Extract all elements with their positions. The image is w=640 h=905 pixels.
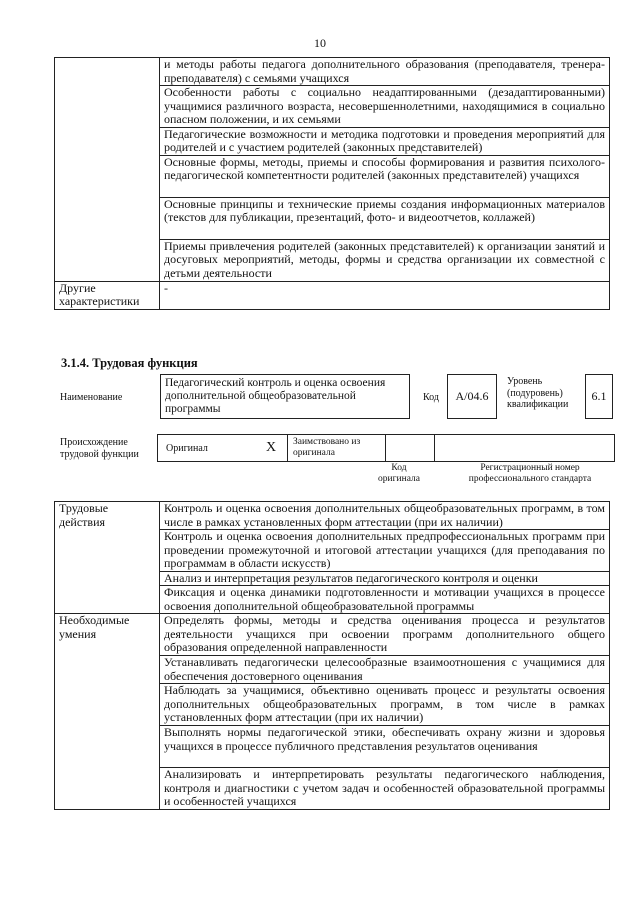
table-row [55, 58, 610, 86]
table-cell: Основные принципы и технические приемы создания информационных материалов (текстов для публикации, презентаций, фото- и видеоотчетов, коллажей) [160, 197, 610, 239]
table-row [55, 502, 610, 530]
name-label: Наименование [60, 392, 123, 403]
origin-label: Происхождение трудовой функции [60, 437, 139, 460]
divider [287, 435, 288, 461]
table-cell: Анализировать и интерпретировать результаты педагогического наблюдения, контроля и диагностики с учетом задач и особенностей образовательной программы и особенностей учащихся [160, 768, 610, 810]
code-label: Код [423, 392, 439, 403]
table-cell: Особенности работы с социально неадаптированными (дезадаптированными) учащимися различного возраста, несовершеннолетними, находящимися в социально опасном положении, и их семьями [160, 86, 610, 128]
divider [385, 435, 386, 461]
borrowed-label: Заимствовано из оригинала [293, 437, 361, 458]
table-cell: Устанавливать педагогически целесообразные взаимоотношения с учащимися для обеспечения достоверного оценивания [160, 656, 610, 684]
skills-label: Необходимые умения [55, 614, 160, 810]
table-cell: Приемы привлечения родителей (законных представителей) к организации занятий и досуговых мероприятий, методы, формы и средства организации их совместной с детьми деятельности [160, 239, 610, 281]
table-cell: Выполнять нормы педагогической этики, обеспечивать охрану жизни и здоровья учащихся в процессе публичного представления результатов оценивания [160, 726, 610, 768]
top-table [54, 57, 610, 310]
bottom-table [54, 501, 610, 810]
table-cell: Наблюдать за учащимися, объективно оценивать процесс и результаты освоения дополнительных общеобразовательных программ, в том числе в рамках установленных форм аттестации (при их наличии) [160, 684, 610, 726]
empty-left-cell [55, 58, 160, 282]
actions-label: Трудовые действия [55, 502, 160, 614]
reg-caption: Регистрационный номер профессионального стандарта [468, 463, 592, 484]
code-value-box: А/04.6 [447, 374, 497, 419]
original-label: Оригинал [166, 443, 208, 454]
level-value-box: 6.1 [585, 374, 613, 419]
table-cell: Фиксация и оценка динамики подготовленности и мотивации учащихся в процессе освоения дополнительной общеобразовательной программы [160, 586, 610, 614]
function-name-box: Педагогический контроль и оценка освоения дополнительной общеобразовательной программы [160, 374, 410, 419]
table-cell: Анализ и интерпретация результатов педагогического контроля и оценки [160, 571, 610, 586]
level-label: Уровень (подуровень) квалификации [507, 376, 569, 410]
table-row [55, 281, 610, 309]
other-label: Другие характеристики [55, 281, 160, 309]
code-caption: Код оригинала [378, 463, 420, 484]
table-cell: Определять формы, методы и средства оценивания процесса и результатов деятельности учащихся при освоении программ дополнительного общего образования определенной направленности [160, 614, 610, 656]
table-row [55, 614, 610, 656]
origin-row [157, 434, 615, 462]
divider [434, 435, 435, 461]
table-cell: Основные формы, методы, приемы и способы формирования и развития психолого-педагогической компетентности родителей (законных представителей) учащихся [160, 155, 610, 197]
other-value: - [160, 281, 610, 309]
table-cell: Контроль и оценка освоения дополнительных предпрофессиональных программ при проведении промежуточной и итоговой аттестации учащихся (для преподавания по программам в области искусств) [160, 530, 610, 572]
page-number: 10 [314, 36, 326, 50]
original-mark: X [266, 440, 277, 455]
table-cell: Педагогические возможности и методика подготовки и проведения мероприятий для родителей и с участием родителей (законных представителей) [160, 127, 610, 155]
section-title: 3.1.4. Трудовая функция [61, 356, 198, 370]
table-cell: и методы работы педагога дополнительного образования (преподавателя, тренера-преподавателя) с семьями учащихся [160, 58, 610, 86]
table-cell: Контроль и оценка освоения дополнительных общеобразовательных программ, в том числе в рамках установленных форм аттестации (при их наличии) [160, 502, 610, 530]
